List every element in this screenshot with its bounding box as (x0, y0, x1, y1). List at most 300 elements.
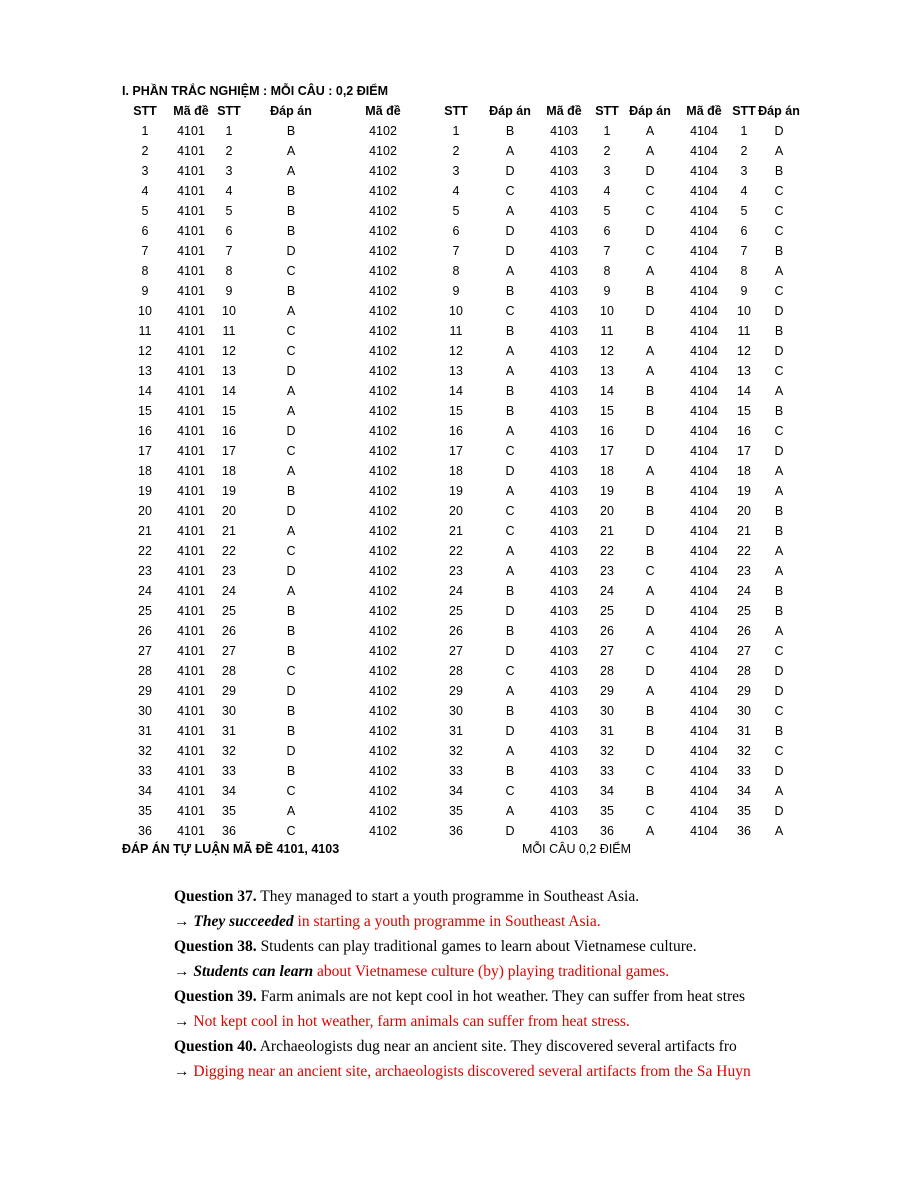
table-cell: 21 (138, 524, 152, 538)
table-cell: 7 (603, 244, 611, 258)
table-cell: 4102 (369, 244, 397, 258)
table-cell: B (645, 704, 655, 718)
table-cell: 4102 (369, 164, 397, 178)
table-cell: A (286, 524, 296, 538)
table-cell: 4102 (369, 544, 397, 558)
table-cell: 4 (452, 184, 460, 198)
table-cell: B (774, 164, 784, 178)
answer-line (174, 1059, 790, 1084)
table-cell: 9 (225, 284, 233, 298)
table-row (122, 121, 800, 141)
table-cell: 15 (222, 404, 236, 418)
table-cell: 19 (222, 484, 236, 498)
table-cell: 4104 (690, 704, 718, 718)
table-cell: 13 (138, 364, 152, 378)
table-cell: 28 (737, 664, 751, 678)
table-cell: D (286, 364, 296, 378)
table-cell: D (505, 604, 515, 618)
table-cell: 4102 (369, 524, 397, 538)
table-cell: 4102 (369, 424, 397, 438)
table-cell: A (505, 424, 515, 438)
table-cell: 2 (603, 144, 611, 158)
table-cell: 4103 (550, 244, 578, 258)
essay-answers (174, 884, 790, 1084)
table-cell: 3 (141, 164, 149, 178)
table-cell: C (286, 324, 296, 338)
table-cell: 11 (138, 324, 152, 338)
table-cell: 31 (222, 724, 236, 738)
column-header: STT (444, 104, 468, 118)
arrow-icon: → (174, 913, 190, 930)
table-cell: 14 (737, 384, 751, 398)
table-cell: 4101 (177, 504, 205, 518)
table-row (122, 461, 800, 481)
table-cell: 4104 (690, 644, 718, 658)
table-cell: 4101 (177, 384, 205, 398)
table-cell: C (645, 204, 655, 218)
table-cell: 4102 (369, 704, 397, 718)
table-cell: 8 (225, 264, 233, 278)
table-row (122, 521, 800, 541)
table-cell: 4104 (690, 204, 718, 218)
table-cell: 23 (449, 564, 463, 578)
table-cell: 4103 (550, 444, 578, 458)
table-cell: 6 (740, 224, 748, 238)
table-cell: 4101 (177, 284, 205, 298)
table-cell: 4104 (690, 824, 718, 838)
table-cell: A (645, 144, 655, 158)
table-cell: 17 (737, 444, 751, 458)
table-cell: 4101 (177, 224, 205, 238)
table-cell: A (286, 384, 296, 398)
table-cell: 34 (600, 784, 614, 798)
table-cell: 12 (222, 344, 236, 358)
table-cell: 2 (452, 144, 460, 158)
table-cell: B (505, 284, 515, 298)
table-cell: D (645, 444, 655, 458)
table-cell: 14 (600, 384, 614, 398)
question-label: Question 38. (174, 938, 257, 955)
table-cell: 26 (222, 624, 236, 638)
table-cell: 4103 (550, 264, 578, 278)
table-cell: 4101 (177, 524, 205, 538)
table-cell: 16 (222, 424, 236, 438)
table-cell: A (774, 784, 784, 798)
table-header-row (122, 101, 800, 121)
table-cell: 4101 (177, 264, 205, 278)
table-cell: 4103 (550, 644, 578, 658)
table-cell: D (645, 424, 655, 438)
table-cell: 11 (449, 324, 463, 338)
table-row (122, 281, 800, 301)
column-header: Đáp án (629, 104, 671, 118)
table-cell: 4104 (690, 744, 718, 758)
table-cell: 36 (222, 824, 236, 838)
table-cell: 25 (222, 604, 236, 618)
table-cell: B (505, 324, 515, 338)
table-cell: D (774, 444, 784, 458)
table-cell: 26 (600, 624, 614, 638)
table-cell: 12 (737, 344, 751, 358)
table-cell: C (286, 664, 296, 678)
table-cell: 3 (603, 164, 611, 178)
table-cell: 5 (225, 204, 233, 218)
table-cell: D (774, 304, 784, 318)
table-cell: 9 (740, 284, 748, 298)
table-cell: 21 (222, 524, 236, 538)
table-cell: 4104 (690, 224, 718, 238)
table-cell: C (645, 184, 655, 198)
table-cell: 4102 (369, 464, 397, 478)
table-cell: B (774, 244, 784, 258)
table-cell: 4103 (550, 424, 578, 438)
table-cell: 13 (600, 364, 614, 378)
table-row (122, 661, 800, 681)
table-cell: 4103 (550, 404, 578, 418)
table-cell: A (645, 584, 655, 598)
table-cell: 4103 (550, 564, 578, 578)
table-cell: 4102 (369, 784, 397, 798)
table-cell: 4104 (690, 484, 718, 498)
table-cell: 8 (141, 264, 149, 278)
table-cell: 21 (600, 524, 614, 538)
table-row (122, 601, 800, 621)
table-cell: 4103 (550, 284, 578, 298)
table-cell: 4102 (369, 484, 397, 498)
table-cell: A (774, 264, 784, 278)
table-cell: 18 (449, 464, 463, 478)
table-row (122, 381, 800, 401)
table-cell: 1 (452, 124, 460, 138)
table-cell: 17 (449, 444, 463, 458)
table-cell: 4103 (550, 764, 578, 778)
table-cell: A (505, 264, 515, 278)
table-cell: 5 (603, 204, 611, 218)
table-cell: 4103 (550, 364, 578, 378)
table-cell: B (505, 404, 515, 418)
table-cell: 4103 (550, 384, 578, 398)
table-cell: 32 (737, 744, 751, 758)
table-cell: 9 (141, 284, 149, 298)
table-cell: 4104 (690, 144, 718, 158)
table-cell: 15 (449, 404, 463, 418)
table-cell: 19 (737, 484, 751, 498)
table-cell: A (774, 564, 784, 578)
table-cell: C (286, 544, 296, 558)
table-cell: 26 (138, 624, 152, 638)
table-cell: 22 (138, 544, 152, 558)
table-cell: 4102 (369, 404, 397, 418)
table-cell: C (505, 784, 515, 798)
table-cell: 4103 (550, 304, 578, 318)
table-row (122, 621, 800, 641)
table-cell: A (645, 364, 655, 378)
table-cell: A (505, 344, 515, 358)
table-cell: C (645, 564, 655, 578)
table-cell: 4103 (550, 684, 578, 698)
table-cell: 29 (138, 684, 152, 698)
table-cell: 4102 (369, 144, 397, 158)
table-cell: 14 (222, 384, 236, 398)
table-cell: 18 (138, 464, 152, 478)
table-cell: 14 (449, 384, 463, 398)
table-cell: 4103 (550, 124, 578, 138)
table-row (122, 581, 800, 601)
table-row (122, 421, 800, 441)
table-cell: 4104 (690, 784, 718, 798)
table-cell: D (774, 764, 784, 778)
table-cell: 4101 (177, 584, 205, 598)
table-cell: 24 (449, 584, 463, 598)
arrow-icon: → (174, 963, 190, 980)
question-line (174, 884, 790, 909)
table-cell: 4102 (369, 584, 397, 598)
table-cell: B (774, 724, 784, 738)
answer-text: in starting a youth programme in Southeast Asia. (297, 913, 601, 930)
table-cell: 29 (600, 684, 614, 698)
table-cell: 1 (603, 124, 611, 138)
answer-line (174, 959, 790, 984)
table-cell: 4104 (690, 544, 718, 558)
table-cell: A (505, 804, 515, 818)
column-header: STT (595, 104, 619, 118)
table-cell: 33 (449, 764, 463, 778)
table-cell: 4101 (177, 804, 205, 818)
table-cell: 4103 (550, 324, 578, 338)
table-cell: D (505, 224, 515, 238)
table-cell: B (286, 124, 296, 138)
table-cell: 4102 (369, 224, 397, 238)
table-cell: B (286, 284, 296, 298)
table-cell: C (505, 184, 515, 198)
table-cell: 4102 (369, 384, 397, 398)
column-header: Mã đề (686, 104, 722, 118)
table-cell: B (645, 324, 655, 338)
table-cell: 4101 (177, 544, 205, 558)
table-cell: 4102 (369, 804, 397, 818)
table-cell: 4101 (177, 744, 205, 758)
table-cell: 27 (600, 644, 614, 658)
answer-text: about Vietnamese culture (by) playing traditional games. (316, 963, 670, 980)
table-cell: 36 (138, 824, 152, 838)
table-cell: 12 (449, 344, 463, 358)
table-cell: 22 (222, 544, 236, 558)
table-cell: 27 (449, 644, 463, 658)
table-cell: 6 (141, 224, 149, 238)
table-row (122, 241, 800, 261)
table-cell: D (286, 504, 296, 518)
table-cell: 4103 (550, 664, 578, 678)
table-cell: A (286, 584, 296, 598)
table-cell: 1 (141, 124, 149, 138)
table-cell: 33 (600, 764, 614, 778)
table-cell: B (774, 524, 784, 538)
table-row (122, 501, 800, 521)
table-cell: 4 (740, 184, 748, 198)
table-cell: 16 (449, 424, 463, 438)
question-prompt: They managed to start a youth programme in Southeast Asia. (260, 888, 640, 905)
table-cell: 4103 (550, 804, 578, 818)
table-cell: 4 (225, 184, 233, 198)
table-cell: 4104 (690, 424, 718, 438)
table-cell: 15 (737, 404, 751, 418)
table-cell: D (774, 344, 784, 358)
table-cell: 4103 (550, 624, 578, 638)
table-cell: 35 (449, 804, 463, 818)
table-cell: 27 (737, 644, 751, 658)
table-cell: 4103 (550, 584, 578, 598)
table-cell: 10 (737, 304, 751, 318)
table-cell: 5 (740, 204, 748, 218)
column-header: Mã đề (546, 104, 582, 118)
table-cell: 36 (737, 824, 751, 838)
table-row (122, 321, 800, 341)
table-body (122, 121, 800, 841)
table-cell: 34 (449, 784, 463, 798)
table-row (122, 781, 800, 801)
table-cell: 18 (737, 464, 751, 478)
answer-line (174, 909, 790, 934)
table-cell: 4103 (550, 144, 578, 158)
table-cell: 4101 (177, 704, 205, 718)
table-row (122, 181, 800, 201)
table-cell: D (774, 684, 784, 698)
table-cell: 4104 (690, 284, 718, 298)
table-cell: 4103 (550, 704, 578, 718)
table-cell: B (286, 764, 296, 778)
table-cell: 4104 (690, 564, 718, 578)
question-line (174, 1034, 790, 1059)
table-cell: 17 (222, 444, 236, 458)
table-cell: 30 (449, 704, 463, 718)
column-header: Đáp án (489, 104, 531, 118)
table-row (122, 481, 800, 501)
table-cell: 23 (737, 564, 751, 578)
table-cell: B (286, 624, 296, 638)
question-line (174, 934, 790, 959)
table-row (122, 401, 800, 421)
table-cell: 7 (452, 244, 460, 258)
table-cell: B (645, 284, 655, 298)
table-cell: A (505, 564, 515, 578)
table-cell: 4101 (177, 164, 205, 178)
table-cell: D (505, 724, 515, 738)
table-cell: A (774, 544, 784, 558)
table-cell: 4102 (369, 624, 397, 638)
table-cell: 4102 (369, 764, 397, 778)
table-cell: 4103 (550, 484, 578, 498)
table-cell: 4104 (690, 124, 718, 138)
table-cell: 33 (138, 764, 152, 778)
table-cell: 35 (737, 804, 751, 818)
table-cell: 32 (600, 744, 614, 758)
table-cell: 4104 (690, 404, 718, 418)
table-cell: 10 (449, 304, 463, 318)
table-cell: 28 (600, 664, 614, 678)
question-prompt: Archaeologists dug near an ancient site. They discovered several artifacts fro (259, 1038, 737, 1055)
table-cell: C (774, 364, 784, 378)
table-cell: 17 (600, 444, 614, 458)
table-cell: 4101 (177, 684, 205, 698)
table-cell: B (774, 504, 784, 518)
column-header: Mã đề (173, 104, 209, 118)
table-cell: D (645, 224, 655, 238)
column-header: STT (217, 104, 241, 118)
table-cell: D (286, 684, 296, 698)
arrow-icon: → (174, 1063, 190, 1080)
table-cell: 4103 (550, 344, 578, 358)
table-cell: 4102 (369, 564, 397, 578)
essay-title: ĐÁP ÁN TỰ LUẬN MÃ ĐỀ 4101, 4103 (122, 842, 340, 856)
table-cell: 20 (600, 504, 614, 518)
table-cell: 20 (737, 504, 751, 518)
table-row (122, 681, 800, 701)
table-cell: 11 (737, 324, 751, 338)
table-cell: 4102 (369, 684, 397, 698)
table-cell: 24 (222, 584, 236, 598)
table-cell: A (645, 344, 655, 358)
table-cell: A (774, 824, 784, 838)
table-cell: 21 (449, 524, 463, 538)
table-cell: A (505, 364, 515, 378)
table-cell: C (505, 504, 515, 518)
table-cell: B (505, 384, 515, 398)
table-cell: 30 (222, 704, 236, 718)
table-cell: A (505, 204, 515, 218)
table-cell: 5 (452, 204, 460, 218)
table-cell: 4103 (550, 544, 578, 558)
table-cell: B (505, 704, 515, 718)
table-cell: 22 (737, 544, 751, 558)
table-cell: A (645, 464, 655, 478)
table-cell: A (286, 144, 296, 158)
table-cell: 4103 (550, 784, 578, 798)
table-cell: B (645, 404, 655, 418)
table-cell: C (774, 424, 784, 438)
table-cell: 4102 (369, 124, 397, 138)
table-cell: B (774, 584, 784, 598)
table-cell: 9 (452, 284, 460, 298)
table-cell: 4101 (177, 304, 205, 318)
table-cell: 32 (222, 744, 236, 758)
table-cell: 4104 (690, 584, 718, 598)
table-cell: C (505, 304, 515, 318)
table-cell: B (645, 504, 655, 518)
table-cell: B (286, 204, 296, 218)
table-cell: 4102 (369, 304, 397, 318)
table-cell: 13 (449, 364, 463, 378)
table-row (122, 701, 800, 721)
table-cell: 4104 (690, 684, 718, 698)
table-cell: 4103 (550, 204, 578, 218)
table-cell: 4101 (177, 564, 205, 578)
table-cell: 24 (600, 584, 614, 598)
table-cell: 32 (449, 744, 463, 758)
table-cell: C (286, 444, 296, 458)
table-cell: C (286, 824, 296, 838)
table-cell: 4104 (690, 464, 718, 478)
table-cell: 8 (452, 264, 460, 278)
table-row (122, 641, 800, 661)
table-cell: A (286, 804, 296, 818)
table-cell: 4104 (690, 364, 718, 378)
table-cell: 4104 (690, 324, 718, 338)
table-row (122, 201, 800, 221)
table-cell: C (505, 444, 515, 458)
table-cell: 4104 (690, 304, 718, 318)
table-cell: D (286, 244, 296, 258)
table-cell: 35 (138, 804, 152, 818)
